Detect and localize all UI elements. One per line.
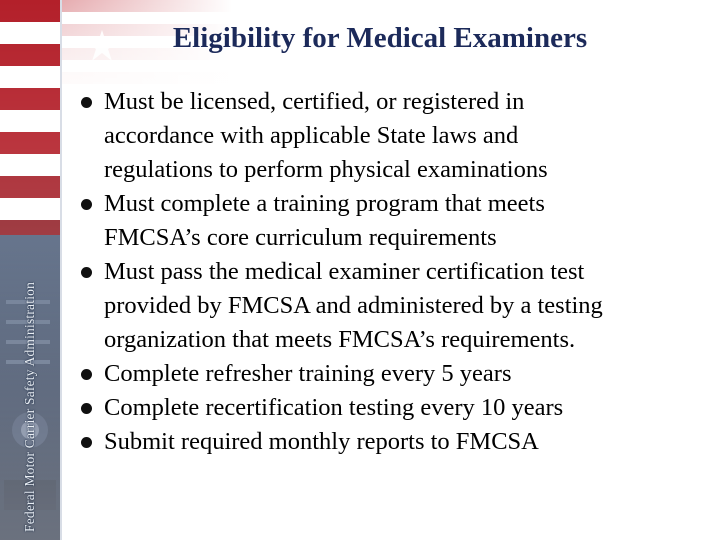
agency-side-label: Federal Motor Carrier Safety Administration [22,281,37,532]
bullet-text: Must complete a training program that meets FMCSA’s core curriculum requirements [104,190,545,251]
bullet-text: Must be licensed, certified, or registered in accordance with applicable State laws and regulations to perform physical examinations [104,88,548,183]
round-bullet-icon [81,97,92,108]
bullet-item [78,425,688,459]
round-bullet-icon [81,369,92,380]
round-bullet-icon [81,437,92,448]
slide-title: Eligibility for Medical Examiners [172,22,588,54]
bullet-text: Complete recertification testing every 10 years [104,394,564,421]
round-bullet-icon [81,403,92,414]
bullet-item [78,391,688,425]
bullet-item [78,255,688,357]
bullet-item [78,85,688,187]
round-bullet-icon [81,267,92,278]
flag-truck-graphic [0,0,62,540]
bullet-text: Must pass the medical examiner certification test provided by FMCSA and administered by a testing organization that meets FMCSA’s requirements. [104,258,603,353]
bullet-text: Submit required monthly reports to FMCSA [104,428,539,455]
bullet-list [78,85,688,459]
bullet-item [78,187,688,255]
bullet-text: Complete refresher training every 5 years [104,360,512,387]
bullet-item [78,357,688,391]
round-bullet-icon [81,199,92,210]
